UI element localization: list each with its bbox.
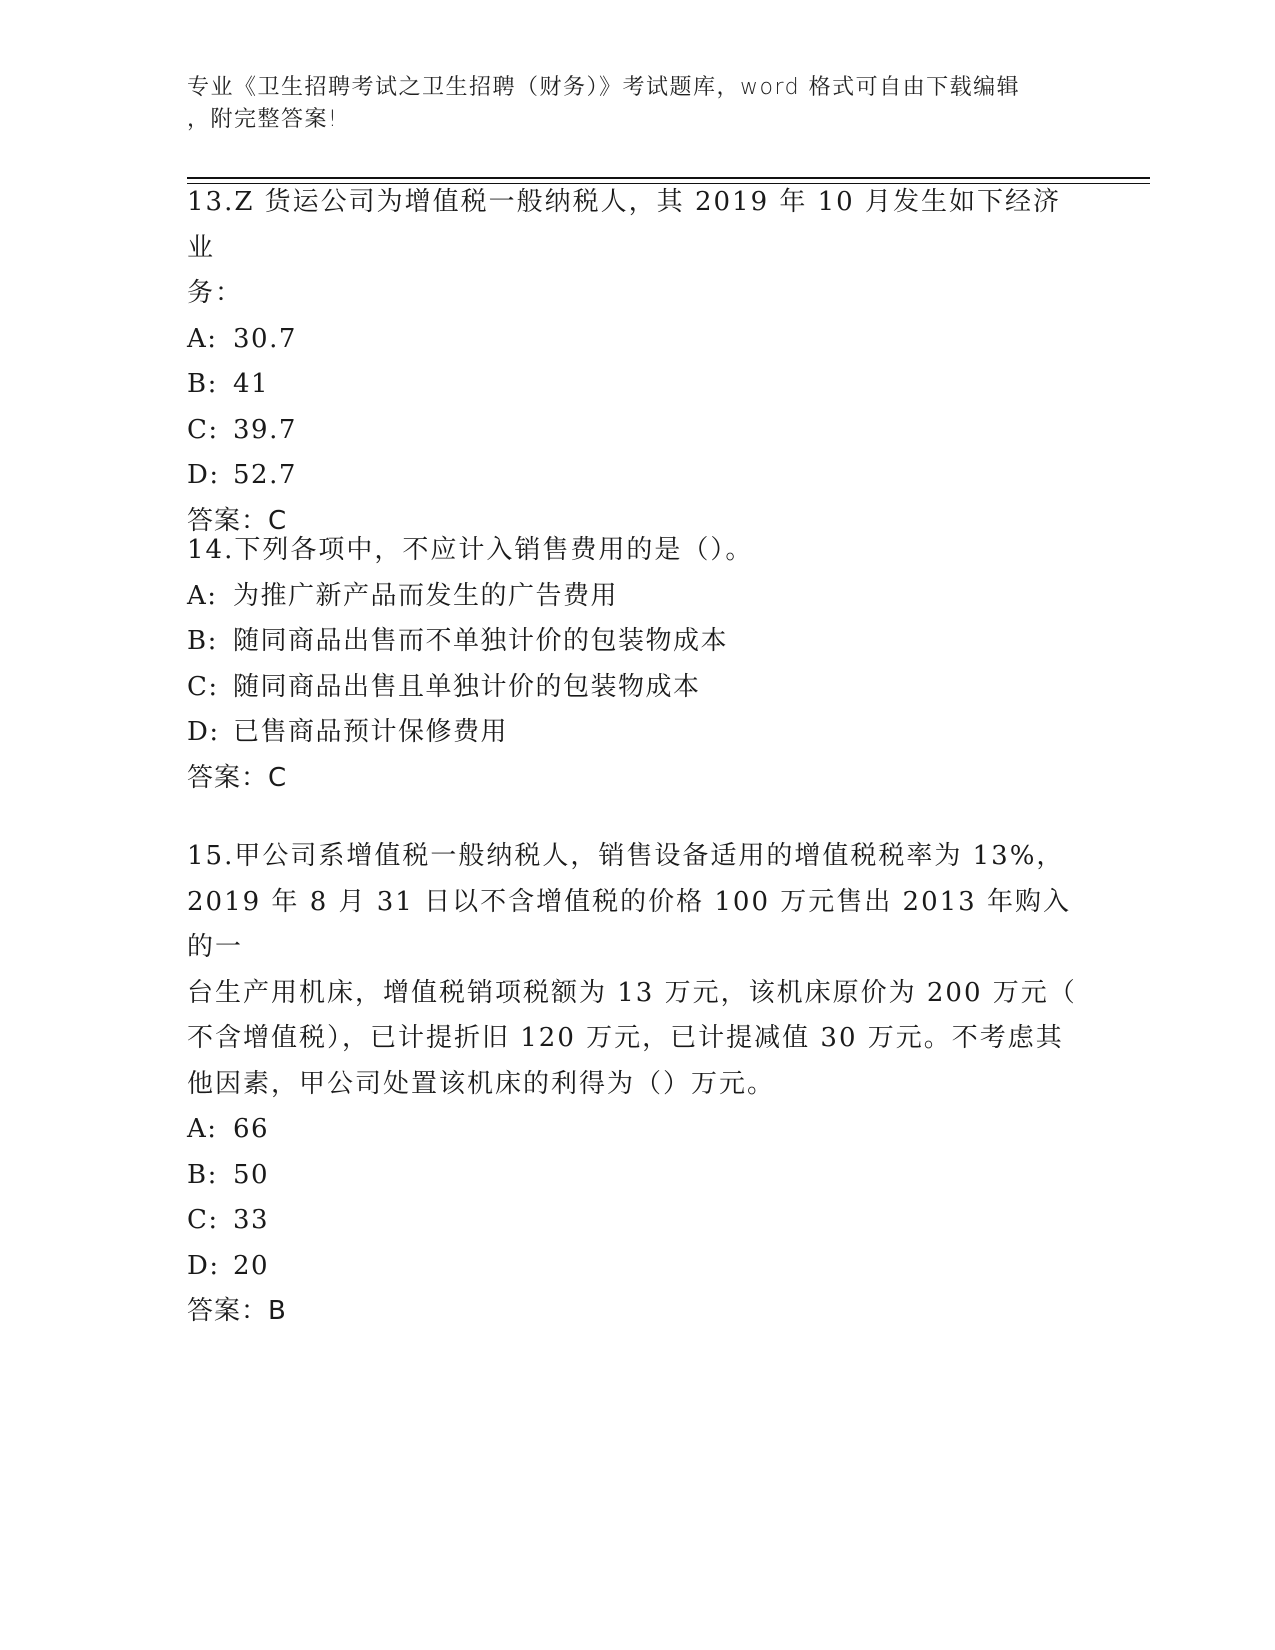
option-d xyxy=(187,710,1077,756)
option-letter: B: xyxy=(187,1159,218,1190)
option-b xyxy=(187,619,1077,665)
option-a xyxy=(187,317,1077,363)
header-divider-thick xyxy=(187,177,1150,179)
option-text: 20 xyxy=(233,1250,270,1281)
question-text-line: 务： xyxy=(187,278,244,308)
question-13 xyxy=(187,180,1077,544)
option-text: 30.7 xyxy=(233,323,297,354)
question-15 xyxy=(187,834,1077,1335)
option-letter: D: xyxy=(187,1250,220,1281)
question-text-line: 他因素，甲公司处置该机床的利得为（）万元。 xyxy=(187,1068,776,1099)
option-letter: A: xyxy=(187,1114,218,1144)
option-text: 41 xyxy=(233,369,270,399)
option-text: 39.7 xyxy=(233,414,297,445)
question-text-line: 2019 年 8 月 31 日以不含增值税的价格 100 万元售出 2013 年购入的一 xyxy=(187,886,1071,962)
option-text: 33 xyxy=(233,1205,270,1235)
option-letter: B: xyxy=(187,369,218,399)
question-text-line: 台生产用机床，增值税销项税额为 13 万元，该机床原价为 200 万元（ xyxy=(187,977,1077,1008)
answer: 答案：C xyxy=(187,505,288,536)
answer: 答案：B xyxy=(187,1296,287,1326)
option-text: 50 xyxy=(233,1159,270,1190)
option-text: 为推广新产品而发生的广告费用 xyxy=(233,580,619,611)
option-c xyxy=(187,1198,1077,1244)
option-text: 随同商品出售且单独计价的包装物成本 xyxy=(233,671,701,702)
option-letter: A: xyxy=(187,580,218,611)
option-c xyxy=(187,408,1077,454)
question-text-line: 13.Z 货运公司为增值税一般纳税人，其 2019 年 10 月发生如下经济业 xyxy=(187,187,1061,263)
document-header xyxy=(187,72,1067,136)
option-a xyxy=(187,574,1077,620)
option-a xyxy=(187,1107,1077,1153)
option-b xyxy=(187,1153,1077,1199)
option-c xyxy=(187,665,1077,711)
header-line-2: ，附完整答案! xyxy=(187,107,339,132)
option-d xyxy=(187,453,1077,499)
option-text: 66 xyxy=(233,1114,270,1144)
option-letter: D: xyxy=(187,460,220,490)
option-letter: C: xyxy=(187,671,219,702)
option-letter: C: xyxy=(187,414,219,445)
question-text-line: 15.甲公司系增值税一般纳税人，销售设备适用的增值税税率为 13%， xyxy=(187,841,1065,871)
option-text: 52.7 xyxy=(233,460,297,490)
header-line-1: 专业《卫生招聘考试之卫生招聘（财务）》考试题库，word 格式可自由下载编辑 xyxy=(187,75,1021,100)
question-text-line: 不含增值税），已计提折旧 120 万元，已计提减值 30 万元。不考虑其 xyxy=(187,1023,1064,1053)
option-text: 已售商品预计保修费用 xyxy=(233,717,509,747)
option-text: 随同商品出售而不单独计价的包装物成本 xyxy=(233,626,729,656)
option-letter: B: xyxy=(187,626,218,656)
option-b xyxy=(187,362,1077,408)
question-14 xyxy=(187,528,1077,801)
option-letter: D: xyxy=(187,717,220,747)
option-letter: A: xyxy=(187,323,218,354)
option-letter: C: xyxy=(187,1205,219,1235)
option-d xyxy=(187,1244,1077,1290)
answer: 答案：C xyxy=(187,762,288,793)
question-text-line: 14.下列各项中，不应计入销售费用的是（）。 xyxy=(187,535,754,565)
